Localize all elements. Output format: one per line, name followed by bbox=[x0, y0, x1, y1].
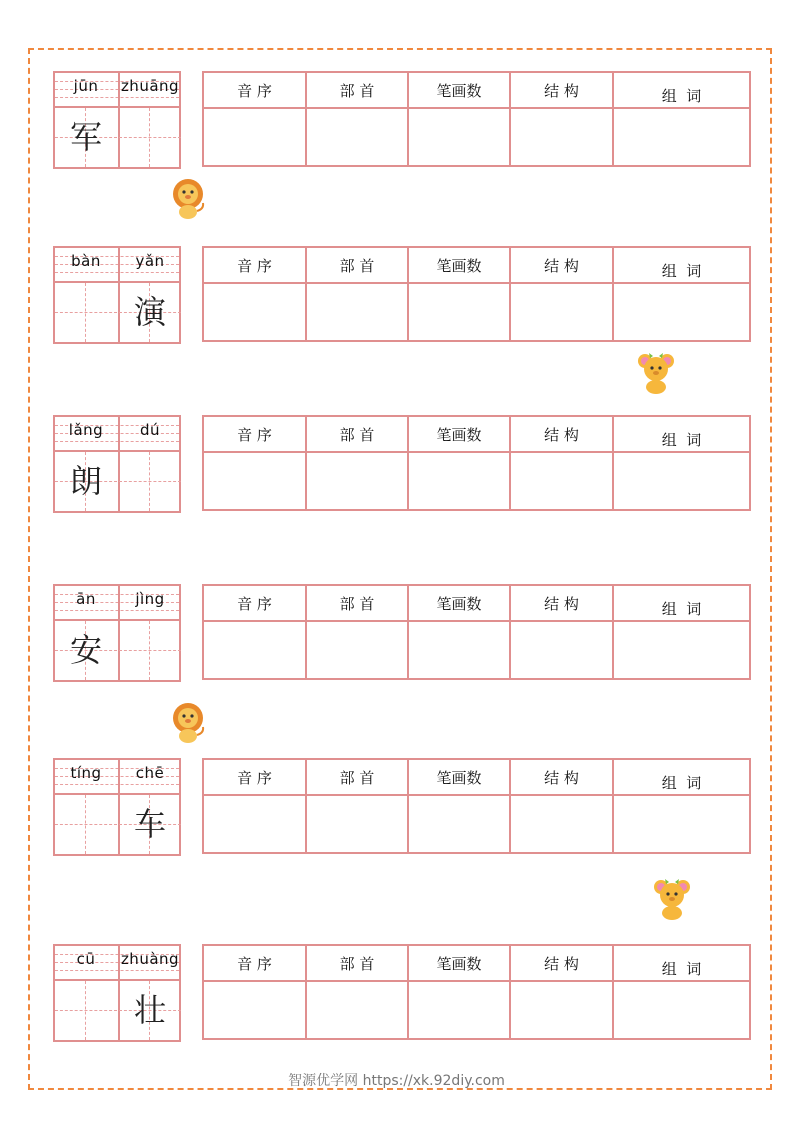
analysis-table bbox=[202, 584, 751, 680]
pinyin-text: cū bbox=[76, 950, 96, 968]
pinyin-text: jìng bbox=[135, 590, 165, 608]
pinyin-text: ān bbox=[76, 590, 96, 608]
header-bihuashu: 笔画数 bbox=[436, 955, 482, 973]
header-bushou: 部 首 bbox=[339, 426, 375, 444]
pinyin-text: dú bbox=[139, 421, 161, 439]
pinyin-text: yǎn bbox=[135, 252, 165, 270]
hanzi: 朗 bbox=[69, 462, 102, 500]
lion-icon bbox=[170, 702, 206, 744]
header-bihuashu: 笔画数 bbox=[436, 82, 482, 100]
hanzi: 安 bbox=[69, 631, 102, 669]
writing-cell[interactable] bbox=[55, 795, 117, 854]
hanzi: 车 bbox=[133, 805, 166, 843]
header-bihuashu: 笔画数 bbox=[436, 257, 482, 275]
header-jiegou: 结 构 bbox=[544, 82, 579, 100]
header-zuci: 组 词 bbox=[661, 774, 702, 792]
analysis-table bbox=[202, 944, 751, 1040]
writing-cell[interactable] bbox=[55, 108, 117, 167]
header-yinxu: 音 序 bbox=[237, 426, 272, 444]
header-yinxu: 音 序 bbox=[237, 82, 272, 100]
header-bihuashu: 笔画数 bbox=[436, 769, 482, 787]
bear-icon bbox=[652, 878, 692, 920]
character-grid bbox=[53, 584, 181, 682]
header-jiegou: 结 构 bbox=[544, 769, 579, 787]
header-jiegou: 结 构 bbox=[544, 595, 579, 613]
header-zuci: 组 词 bbox=[661, 600, 702, 618]
writing-cell[interactable] bbox=[119, 283, 181, 342]
footer-source: 智源优学网 https://xk.92diy.com bbox=[288, 1073, 505, 1089]
header-zuci: 组 词 bbox=[661, 960, 702, 978]
hanzi: 军 bbox=[69, 118, 102, 156]
hanzi: 壮 bbox=[133, 991, 166, 1029]
writing-cell[interactable] bbox=[119, 108, 181, 167]
character-row bbox=[0, 944, 793, 1044]
pinyin-text: tíng bbox=[70, 764, 102, 782]
analysis-table bbox=[202, 758, 751, 854]
writing-cell[interactable] bbox=[55, 283, 117, 342]
character-row bbox=[0, 246, 793, 346]
analysis-table bbox=[202, 71, 751, 167]
character-row bbox=[0, 758, 793, 858]
pinyin-text: zhuàng bbox=[120, 950, 180, 968]
writing-cell[interactable] bbox=[119, 452, 181, 511]
writing-cell[interactable] bbox=[55, 452, 117, 511]
header-bushou: 部 首 bbox=[339, 955, 375, 973]
character-grid bbox=[53, 246, 181, 344]
header-yinxu: 音 序 bbox=[237, 595, 272, 613]
writing-cell[interactable] bbox=[55, 621, 117, 680]
character-grid bbox=[53, 71, 181, 169]
analysis-table bbox=[202, 415, 751, 511]
header-bushou: 部 首 bbox=[339, 82, 375, 100]
header-bihuashu: 笔画数 bbox=[436, 595, 482, 613]
character-grid bbox=[53, 415, 181, 513]
lion-icon bbox=[170, 178, 206, 220]
header-zuci: 组 词 bbox=[661, 431, 702, 449]
header-zuci: 组 词 bbox=[661, 262, 702, 280]
header-bushou: 部 首 bbox=[339, 257, 375, 275]
header-jiegou: 结 构 bbox=[544, 426, 579, 444]
pinyin-text: bàn bbox=[71, 252, 101, 270]
header-yinxu: 音 序 bbox=[237, 769, 272, 787]
character-grid bbox=[53, 944, 181, 1042]
writing-cell[interactable] bbox=[119, 795, 181, 854]
pinyin-text: lǎng bbox=[68, 421, 104, 439]
writing-cell[interactable] bbox=[119, 621, 181, 680]
page-dashed-border bbox=[28, 48, 772, 1090]
pinyin-text: jūn bbox=[73, 77, 99, 95]
character-row bbox=[0, 71, 793, 171]
header-jiegou: 结 构 bbox=[544, 955, 579, 973]
writing-cell[interactable] bbox=[119, 981, 181, 1040]
character-row bbox=[0, 584, 793, 684]
header-bushou: 部 首 bbox=[339, 595, 375, 613]
header-bushou: 部 首 bbox=[339, 769, 375, 787]
character-grid bbox=[53, 758, 181, 856]
header-yinxu: 音 序 bbox=[237, 257, 272, 275]
header-zuci: 组 词 bbox=[661, 87, 702, 105]
bear-icon bbox=[636, 352, 676, 394]
analysis-table bbox=[202, 246, 751, 342]
header-jiegou: 结 构 bbox=[544, 257, 579, 275]
writing-cell[interactable] bbox=[55, 981, 117, 1040]
header-bihuashu: 笔画数 bbox=[436, 426, 482, 444]
header-yinxu: 音 序 bbox=[237, 955, 272, 973]
character-row bbox=[0, 415, 793, 515]
hanzi: 演 bbox=[133, 293, 166, 331]
pinyin-text: chē bbox=[135, 764, 165, 782]
pinyin-text: zhuāng bbox=[120, 77, 180, 95]
